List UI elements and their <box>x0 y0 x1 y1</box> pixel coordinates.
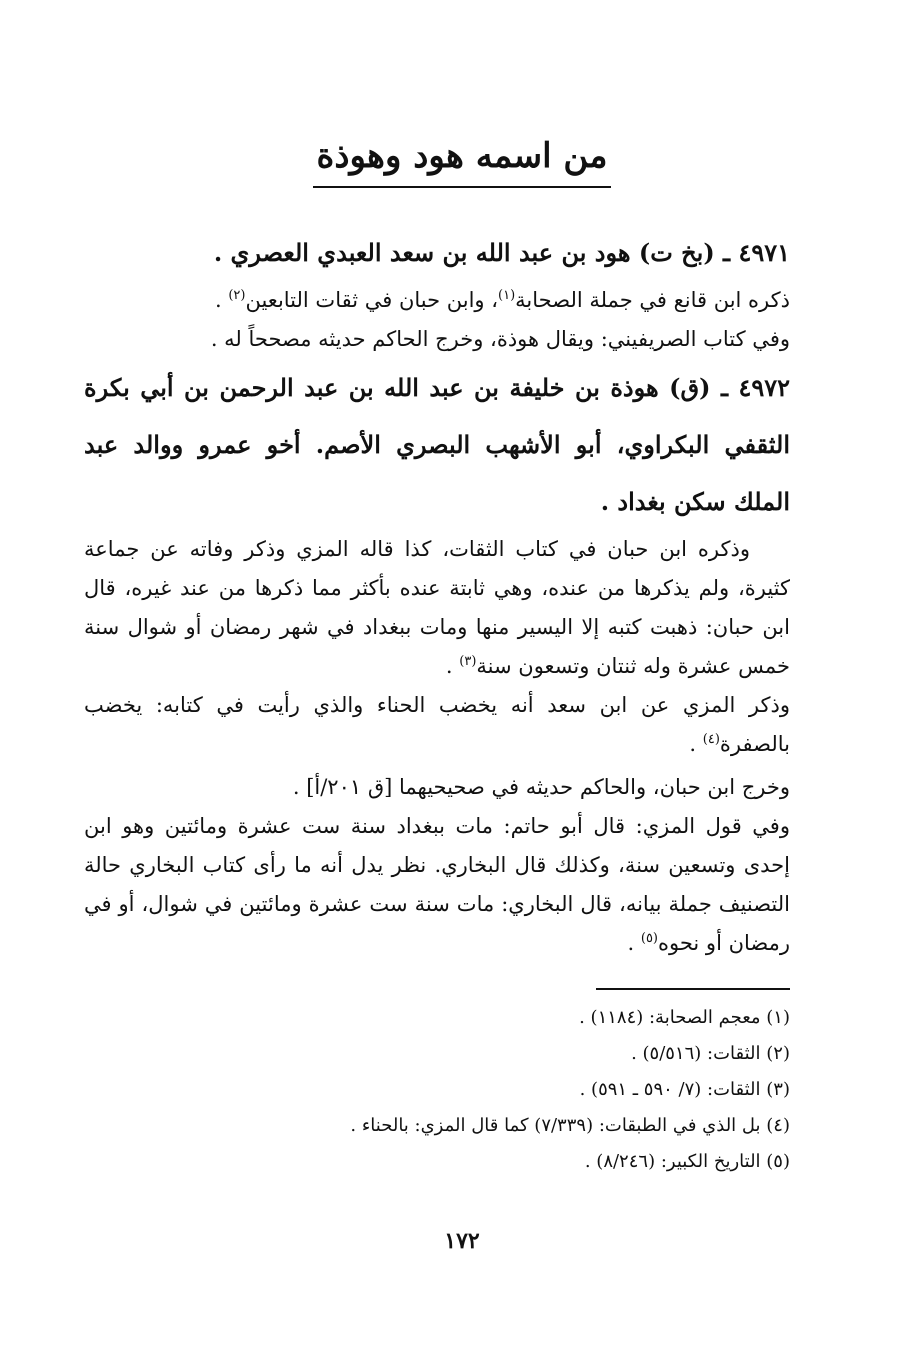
main-text <box>84 224 790 963</box>
footnote-ref[interactable]: (٥) <box>640 931 658 946</box>
paragraph-text: وذكره ابن حبان في كتاب الثقات، كذا قاله المزي وذكر وفاته عن جماعة كثيرة، ولم يذكرها من عنده، وهي ثابتة عنده بأكثر مما ذكرها من عند غيره، قال ابن حبان: ذهبت كتبه إلا اليسير منها ومات ببغداد في شهر رمضان أو شوال سنة خمس عشرة وله ثنتان وتسعون سنة <box>84 537 790 678</box>
footnote: (٣) الثقات: (٧/ ٥٩٠ ـ ٥٩١) . <box>579 1079 790 1100</box>
paragraph-text: ذكره ابن قانع في جملة الصحابة <box>515 288 790 312</box>
section-title: من اسمه هود وهوذة <box>313 132 612 188</box>
footnote-ref[interactable]: (١) <box>498 288 516 303</box>
entry-heading: ٤٩٧١ ـ (بخ ت) هود بن عبد الله بن سعد العبدي العصري . <box>213 238 790 267</box>
footnote: (٢) الثقات: (٥/٥١٦) . <box>631 1043 790 1064</box>
section-title-wrap <box>0 132 924 188</box>
paragraph-text: . <box>445 654 460 678</box>
paragraph-text: ، وابن حبان في ثقات التابعين <box>245 288 499 312</box>
paragraph-text: وفي قول المزي: قال أبو حاتم: مات ببغداد سنة ست عشرة ومائتين وهو ابن إحدى وتسعين سنة، وكذلك قال البخاري. نظر يدل أنه ما رأى كتاب البخاري حالة التصنيف جملة بيانه، قال البخاري: مات سنة ست عشرة ومائتين في شوال، أو في رمضان أو نحوه <box>84 814 790 955</box>
paragraph-text: . <box>627 931 641 955</box>
paragraph <box>84 281 790 320</box>
entry-heading: ٤٩٧٢ ـ (ق) هوذة بن خليفة بن عبد الله بن عبد الرحمن بن أبي بكرة الثقفي البكراوي، أبو الأشهب البصري الأصم. أخو عمرو ووالد عبد الملك سكن بغداد . <box>84 373 790 516</box>
paragraph <box>84 530 790 686</box>
footnote: (٥) التاريخ الكبير: (٨/٢٤٦) . <box>584 1151 790 1172</box>
footnotes-list <box>84 1000 790 1180</box>
footnote-ref[interactable]: (٢) <box>228 288 246 303</box>
footnote-ref[interactable]: (٣) <box>459 654 477 669</box>
paragraph: وفي كتاب الصريفيني: ويقال هوذة، وخرج الحاكم حديثه مصححاً له . <box>210 327 790 351</box>
paragraph <box>84 686 790 764</box>
page-number: ١٧٢ <box>444 1228 480 1254</box>
paragraph <box>84 807 790 963</box>
paragraph-text: . <box>214 288 229 312</box>
paragraph: وخرج ابن حبان، والحاكم حديثه في صحيحيهما [ق ٢٠١/أ] . <box>292 775 790 799</box>
footnote: (٤) بل الذي في الطبقات: (٧/٣٣٩) كما قال المزي: بالحناء . <box>350 1115 790 1136</box>
footnote-separator <box>596 988 790 990</box>
paragraph-text: . <box>689 732 703 756</box>
footnote: (١) معجم الصحابة: (١١٨٤) . <box>579 1007 790 1028</box>
footnote-ref[interactable]: (٤) <box>702 732 720 747</box>
paragraph-text: وذكر المزي عن ابن سعد أنه يخضب الحناء والذي رأيت في كتابه: يخضب بالصفرة <box>84 693 790 756</box>
